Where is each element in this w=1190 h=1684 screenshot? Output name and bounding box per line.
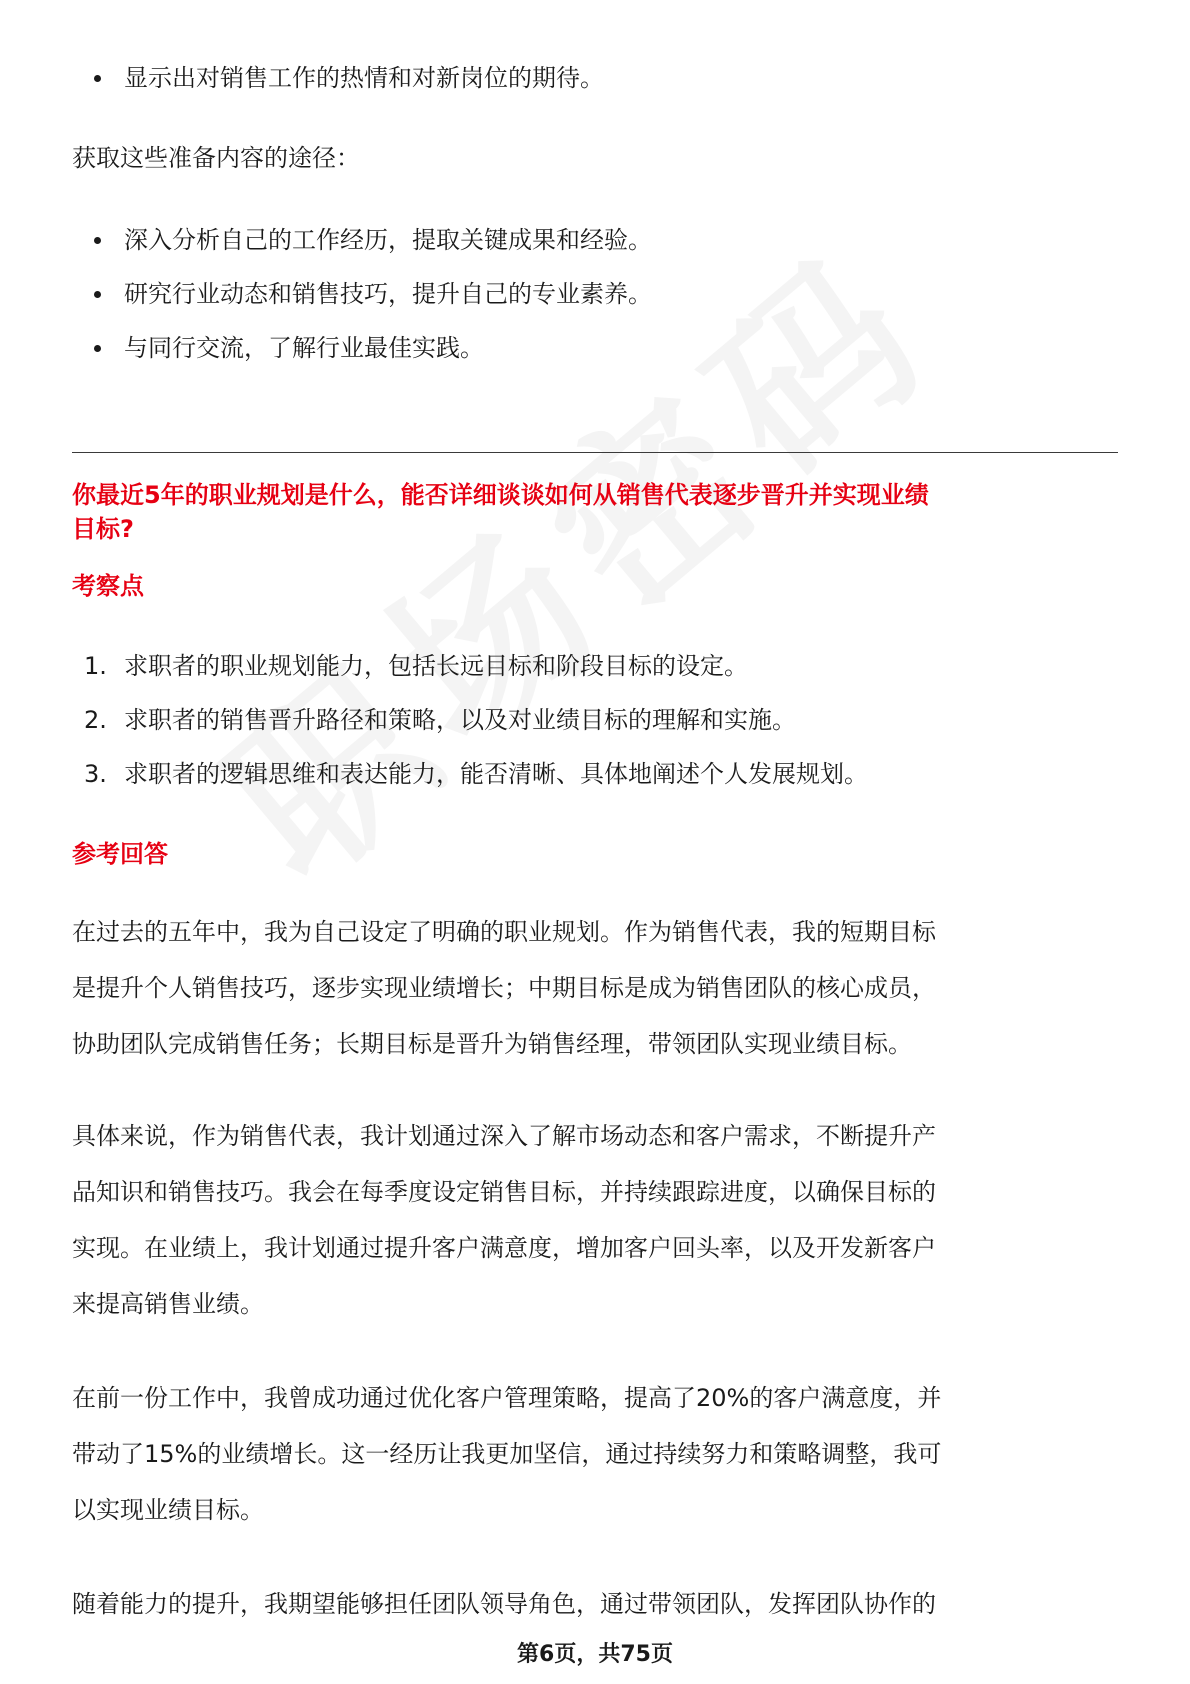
- paragraph-line: 实现。在业绩上，我计划通过提升客户满意度，增加客户回头率，以及开发新客户: [72, 1234, 936, 1262]
- page-number: 第6页，共75页: [517, 1642, 673, 1667]
- numbered-item: [84, 652, 748, 680]
- item-number: 3.: [84, 760, 107, 788]
- item-number: 1.: [84, 652, 107, 680]
- bullet-icon: [94, 75, 101, 82]
- item-text: 求职者的逻辑思维和表达能力，能否清晰、具体地阐述个人发展规划。: [124, 760, 868, 788]
- question-line-2: 目标?: [72, 515, 134, 543]
- numbered-item: [84, 706, 796, 734]
- section-divider: [72, 452, 1118, 453]
- ways-intro: 获取这些准备内容的途径：: [72, 144, 360, 172]
- list-item-text: 显示出对销售工作的热情和对新岗位的期待。: [124, 64, 604, 92]
- paragraph-line: 以实现业绩目标。: [72, 1496, 264, 1524]
- paragraph-line: 在过去的五年中，我为自己设定了明确的职业规划。作为销售代表，我的短期目标: [72, 918, 936, 946]
- paragraph-line: 来提高销售业绩。: [72, 1290, 264, 1318]
- question-line-1: 你最近5年的职业规划是什么，能否详细谈谈如何从销售代表逐步晋升并实现业绩: [72, 481, 929, 509]
- item-text: 求职者的职业规划能力，包括长远目标和阶段目标的设定。: [124, 652, 748, 680]
- numbered-item: [84, 760, 868, 788]
- paragraph-line: 协助团队完成销售任务；长期目标是晋升为销售经理，带领团队实现业绩目标。: [72, 1030, 912, 1058]
- list-item-text: 与同行交流，了解行业最佳实践。: [124, 334, 484, 362]
- item-number: 2.: [84, 706, 107, 734]
- paragraph-line: 在前一份工作中，我曾成功通过优化客户管理策略，提高了20%的客户满意度，并: [72, 1384, 942, 1412]
- answer-heading: 参考回答: [72, 840, 168, 868]
- list-item-text: 研究行业动态和销售技巧，提升自己的专业素养。: [124, 280, 652, 308]
- bullet-icon: [94, 237, 101, 244]
- bullet-icon: [94, 291, 101, 298]
- paragraph-line: 随着能力的提升，我期望能够担任团队领导角色，通过带领团队，发挥团队协作的: [72, 1590, 936, 1618]
- bullet-icon: [94, 345, 101, 352]
- paragraph-line: 带动了15%的业绩增长。这一经历让我更加坚信，通过持续努力和策略调整，我可: [72, 1440, 942, 1468]
- paragraph-line: 具体来说，作为销售代表，我计划通过深入了解市场动态和客户需求，不断提升产: [72, 1122, 936, 1150]
- item-text: 求职者的销售晋升路径和策略，以及对业绩目标的理解和实施。: [124, 706, 796, 734]
- list-item-text: 深入分析自己的工作经历，提取关键成果和经验。: [124, 226, 652, 254]
- paragraph-line: 品知识和销售技巧。我会在每季度设定销售目标，并持续跟踪进度，以确保目标的: [72, 1178, 936, 1206]
- exam-points-heading: 考察点: [72, 572, 144, 600]
- paragraph-line: 是提升个人销售技巧，逐步实现业绩增长；中期目标是成为销售团队的核心成员，: [72, 974, 936, 1002]
